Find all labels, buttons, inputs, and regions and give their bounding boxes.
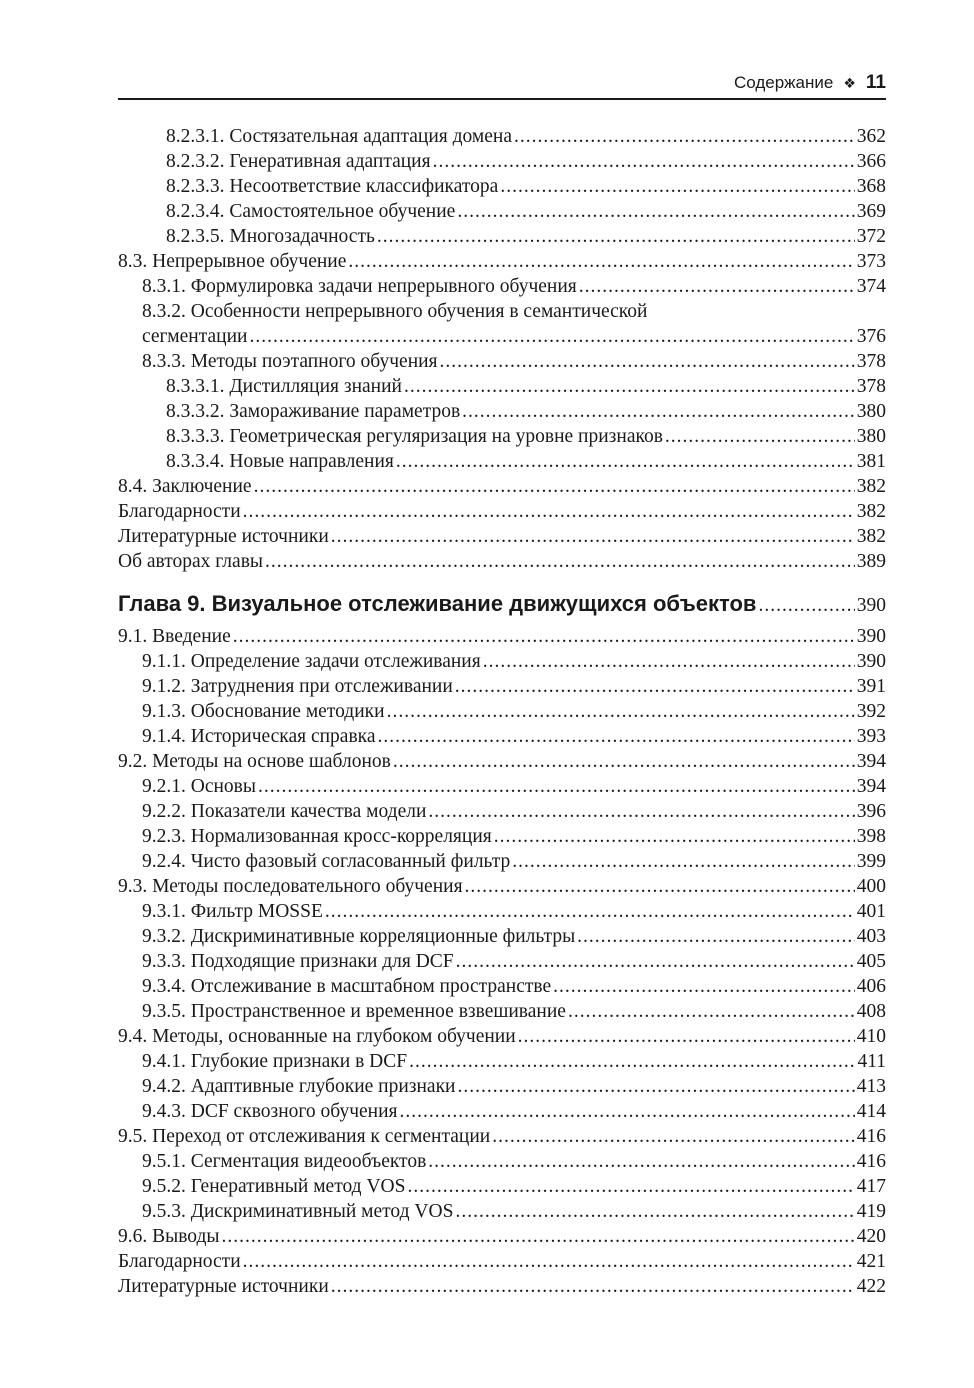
toc-entry[interactable] [118, 774, 886, 799]
toc-entry-title: 9.4.1. Глубокие признаки в DCF [142, 1051, 408, 1072]
toc-entry-page: 378 [856, 376, 886, 397]
toc-entry-title: 8.3.3. Методы поэтапного обучения [142, 351, 438, 372]
toc-entry[interactable] [118, 724, 886, 749]
toc-entry-title: 9.3.1. Фильтр MOSSE [142, 901, 323, 922]
toc-entry-line: 8.3.2. Особенности непрерывного обучения в семантической [142, 301, 648, 322]
toc-entry-title: 9.2.4. Чисто фазовый согласованный фильтр [142, 851, 511, 872]
leader-dots [494, 824, 855, 849]
toc-entry-title: 9.5.3. Дискриминативный метод VOS [142, 1201, 454, 1222]
toc-entry[interactable] [118, 674, 886, 699]
toc-entry-title: 9.5.1. Сегментация видеообъектов [142, 1151, 427, 1172]
toc-entry[interactable] [118, 549, 886, 574]
toc-entry-page: 389 [856, 551, 886, 572]
toc-entry-title: 9.1.4. Историческая справка [142, 726, 376, 747]
leader-dots [258, 774, 855, 799]
toc-entry-page: 421 [856, 1251, 886, 1272]
toc-entry[interactable] [118, 1024, 886, 1049]
toc-entry-title: Благодарности [118, 1251, 241, 1272]
toc-entry-title: 9.1.2. Затруднения при отслеживании [142, 676, 453, 697]
ornament-icon: ❖ [843, 74, 856, 91]
toc-part-2 [118, 624, 886, 1299]
toc-entry-title: Литературные источники [118, 1276, 329, 1297]
toc-entry[interactable] [118, 974, 886, 999]
toc-entry-title: 9.4.3. DCF сквозного обучения [142, 1101, 398, 1122]
toc-entry-title: 8.3.3.3. Геометрическая регуляризация на уровне признаков [166, 426, 663, 447]
toc-entry-page: 382 [856, 476, 886, 497]
section-title: Содержание [733, 73, 834, 92]
toc-entry[interactable] [118, 199, 886, 224]
toc-entry[interactable] [118, 1199, 886, 1224]
toc-entry-page: 394 [856, 751, 886, 772]
leader-dots [404, 374, 855, 399]
toc-entry-title: 9.2.1. Основы [142, 776, 256, 797]
leader-dots [407, 1174, 854, 1199]
toc-entry[interactable] [118, 324, 886, 349]
toc-entry-page: 400 [856, 876, 886, 897]
toc-entry-title: 9.3.4. Отслеживание в масштабном пространстве [142, 976, 552, 997]
leader-dots [396, 449, 855, 474]
toc-entry[interactable] [118, 874, 886, 899]
leader-dots [348, 249, 854, 274]
leader-dots [500, 174, 854, 199]
toc-entry[interactable] [118, 399, 886, 424]
toc-entry-page: 403 [856, 926, 886, 947]
toc-entry-page: 396 [856, 801, 886, 822]
leader-dots [400, 1099, 855, 1124]
toc-entry-page: 391 [856, 676, 886, 697]
leader-dots [455, 1199, 854, 1224]
leader-dots [465, 874, 855, 899]
toc-chapter-heading[interactable] [118, 588, 886, 620]
toc-entry[interactable] [118, 1149, 886, 1174]
toc-entry-page: 401 [856, 901, 886, 922]
table-of-contents [118, 124, 886, 1299]
toc-entry[interactable] [118, 924, 886, 949]
toc-entry-page: 380 [856, 401, 886, 422]
toc-entry-page: 419 [856, 1201, 886, 1222]
toc-entry[interactable] [118, 274, 886, 299]
leader-dots [325, 899, 855, 924]
toc-entry-title: 8.3.1. Формулировка задачи непрерывного обучения [142, 276, 577, 297]
toc-entry[interactable] [118, 624, 886, 649]
toc-entry-title: 9.4.2. Адаптивные глубокие признаки [142, 1076, 456, 1097]
toc-entry[interactable] [118, 999, 886, 1024]
toc-entry[interactable] [118, 1249, 886, 1274]
toc-entry-page: 420 [856, 1226, 886, 1247]
leader-dots [577, 924, 855, 949]
toc-entry-title: Литературные источники [118, 526, 329, 547]
leader-dots [514, 124, 855, 149]
toc-entry[interactable] [118, 1124, 886, 1149]
running-header [118, 70, 886, 100]
toc-entry-page: 410 [856, 1026, 886, 1047]
chapter-title: Глава 9. Визуальное отслеживание движущихся объектов [118, 591, 757, 616]
toc-entry-page: 372 [856, 226, 886, 247]
toc-entry-title: 8.2.3.2. Генеративная адаптация [166, 151, 431, 172]
toc-entry-page: 381 [856, 451, 886, 472]
toc-entry[interactable] [118, 1049, 886, 1074]
toc-entry[interactable] [118, 1174, 886, 1199]
toc-entry-title: 8.4. Заключение [118, 476, 252, 497]
toc-entry-title: 9.1. Введение [118, 626, 231, 647]
leader-dots [331, 524, 855, 549]
toc-entry[interactable] [118, 1274, 886, 1299]
toc-entry-page: 373 [856, 251, 886, 272]
toc-entry[interactable] [118, 349, 886, 374]
toc-entry-page: 399 [856, 851, 886, 872]
toc-entry[interactable] [118, 649, 886, 674]
leader-dots [579, 274, 855, 299]
toc-entry-page: 394 [856, 776, 886, 797]
chapter-page: 390 [856, 595, 886, 616]
toc-entry-title: 9.3.5. Пространственное и временное взвешивание [142, 1001, 566, 1022]
leader-dots [428, 1149, 854, 1174]
toc-entry-title: 9.3. Методы последовательного обучения [118, 876, 463, 897]
leader-dots [456, 949, 855, 974]
leader-dots [331, 1274, 855, 1299]
toc-entry[interactable] [118, 424, 886, 449]
toc-entry-page: 369 [856, 201, 886, 222]
toc-entry[interactable] [118, 374, 886, 399]
toc-entry-page: 405 [856, 951, 886, 972]
leader-dots [222, 1224, 855, 1249]
leader-dots [378, 724, 855, 749]
toc-entry-page: 392 [856, 701, 886, 722]
leader-dots [433, 149, 855, 174]
leader-dots [243, 1249, 855, 1274]
toc-entry[interactable] [118, 749, 886, 774]
toc-entry[interactable] [118, 699, 886, 724]
leader-dots [377, 224, 855, 249]
leader-dots [553, 974, 855, 999]
toc-entry-title: 8.3.3.2. Замораживание параметров [166, 401, 461, 422]
toc-entry-title: 9.5. Переход от отслеживания к сегментации [118, 1126, 491, 1147]
toc-entry[interactable] [118, 149, 886, 174]
toc-entry-title: 9.1.1. Определение задачи отслеживания [142, 651, 481, 672]
toc-entry[interactable] [118, 449, 886, 474]
leader-dots [428, 799, 854, 824]
toc-entry-page: 413 [856, 1076, 886, 1097]
page-number: 11 [865, 72, 886, 93]
leader-dots [393, 749, 855, 774]
toc-entry-title: 9.1.3. Обоснование методики [142, 701, 385, 722]
toc-entry-title: 8.3.3.4. Новые направления [166, 451, 394, 472]
leader-dots [568, 999, 855, 1024]
toc-entry-title: 8.2.3.5. Многозадачность [166, 226, 375, 247]
toc-entry[interactable] [118, 124, 886, 149]
toc-entry[interactable] [118, 949, 886, 974]
leader-dots [492, 1124, 855, 1149]
leader-dots [387, 699, 855, 724]
toc-entry-page: 376 [856, 326, 886, 347]
toc-entry-page: 366 [856, 151, 886, 172]
toc-entry-page: 408 [856, 1001, 886, 1022]
leader-dots [458, 1074, 855, 1099]
toc-entry[interactable] [118, 174, 886, 199]
leader-dots [512, 849, 855, 874]
toc-entry-title: 8.3. Непрерывное обучение [118, 251, 347, 272]
toc-entry-page: 390 [856, 651, 886, 672]
toc-entry-page: 382 [856, 526, 886, 547]
toc-entry-title: 9.2.3. Нормализованная кросс-корреляция [142, 826, 492, 847]
leader-dots [758, 590, 854, 620]
leader-dots [483, 649, 855, 674]
leader-dots [254, 474, 855, 499]
toc-entry-page: 382 [856, 501, 886, 522]
toc-entry-title: Об авторах главы [118, 551, 264, 572]
toc-entry-title: 9.5.2. Генеративный метод VOS [142, 1176, 406, 1197]
toc-entry-page: 417 [856, 1176, 886, 1197]
leader-dots [457, 199, 854, 224]
toc-entry[interactable] [118, 249, 886, 274]
toc-entry-title: 9.4. Методы, основанные на глубоком обучении [118, 1026, 516, 1047]
toc-part-1 [118, 124, 886, 574]
toc-entry-page: 393 [856, 726, 886, 747]
leader-dots [455, 674, 855, 699]
toc-entry-title: 9.2.2. Показатели качества модели [142, 801, 427, 822]
leader-dots [249, 324, 854, 349]
toc-entry-page: 411 [857, 1051, 886, 1072]
leader-dots [518, 1024, 855, 1049]
leader-dots [243, 499, 855, 524]
toc-entry-page: 398 [856, 826, 886, 847]
toc-entry-page: 374 [856, 276, 886, 297]
toc-entry-page: 368 [856, 176, 886, 197]
leader-dots [265, 549, 855, 574]
leader-dots [665, 424, 855, 449]
toc-entry-title: 9.3.3. Подходящие признаки для DCF [142, 951, 454, 972]
toc-entry[interactable] [118, 1224, 886, 1249]
toc-entry-page: 406 [856, 976, 886, 997]
toc-entry[interactable] [118, 824, 886, 849]
toc-entry[interactable] [118, 224, 886, 249]
toc-entry-title: 8.2.3.3. Несоответствие классификатора [166, 176, 499, 197]
toc-entry-page: 362 [856, 126, 886, 147]
toc-entry-title: сегментации [142, 326, 248, 347]
toc-entry[interactable] [118, 799, 886, 824]
toc-entry[interactable] [118, 899, 886, 924]
toc-entry-page: 390 [856, 626, 886, 647]
toc-entry[interactable] [118, 474, 886, 499]
toc-entry-page: 380 [856, 426, 886, 447]
toc-entry-title: 8.3.3.1. Дистилляция знаний [166, 376, 402, 397]
toc-entry-page: 416 [856, 1126, 886, 1147]
leader-dots [233, 624, 855, 649]
toc-entry-page: 416 [856, 1151, 886, 1172]
toc-entry-title: Благодарности [118, 501, 241, 522]
toc-entry[interactable] [118, 1099, 886, 1124]
toc-entry-page: 414 [856, 1101, 886, 1122]
toc-entry-title: 9.6. Выводы [118, 1226, 220, 1247]
leader-dots [440, 349, 855, 374]
toc-entry-page: 378 [856, 351, 886, 372]
toc-entry-title: 8.2.3.1. Состязательная адаптация домена [166, 126, 513, 147]
toc-entry-title: 9.3.2. Дискриминативные корреляционные фильтры [142, 926, 576, 947]
toc-entry[interactable] [118, 499, 886, 524]
toc-entry-title: 9.2. Методы на основе шаблонов [118, 751, 391, 772]
toc-entry[interactable] [118, 524, 886, 549]
toc-entry-title: 8.2.3.4. Самостоятельное обучение [166, 201, 456, 222]
toc-entry[interactable] [118, 1074, 886, 1099]
leader-dots [409, 1049, 855, 1074]
toc-entry-page: 422 [856, 1276, 886, 1297]
leader-dots [462, 399, 855, 424]
toc-entry[interactable] [118, 849, 886, 874]
